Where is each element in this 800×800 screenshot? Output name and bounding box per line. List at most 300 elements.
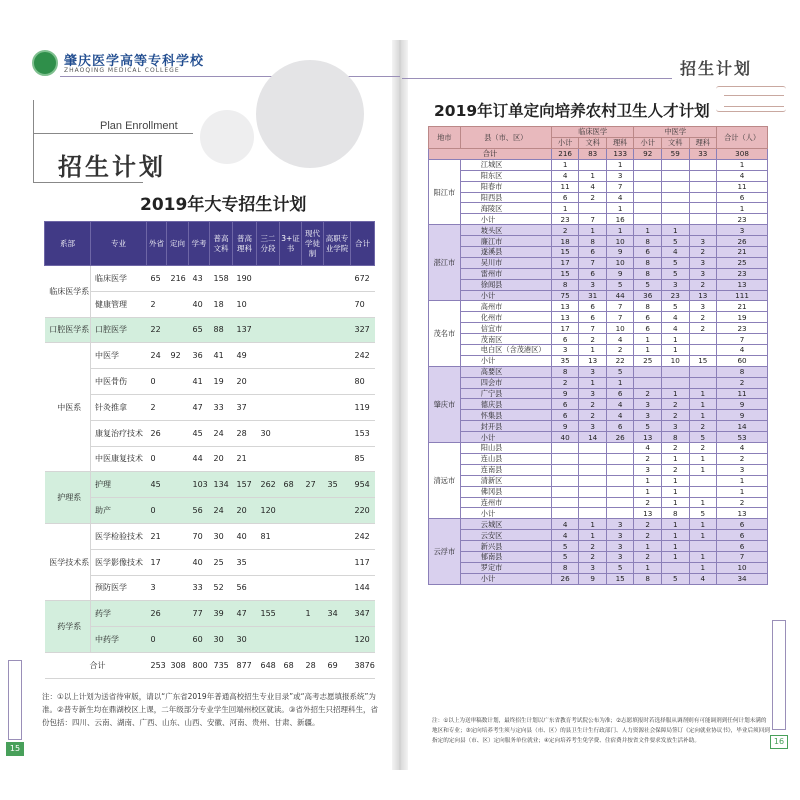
county-cell: 坡头区 [460, 225, 551, 236]
value-cell: 2 [689, 323, 717, 334]
table-row [429, 192, 768, 203]
value-cell: 5 [606, 562, 634, 573]
value-cell [634, 181, 662, 192]
table-row [429, 508, 768, 519]
value-cell: 49 [233, 343, 257, 369]
book-gutter [392, 40, 408, 770]
value-cell: 5 [689, 508, 717, 519]
value-cell: 15 [689, 355, 717, 366]
value-cell: 2 [606, 345, 634, 356]
value-cell: 1 [551, 203, 579, 214]
value-cell: 85 [351, 446, 375, 472]
value-cell: 1 [689, 453, 717, 464]
value-cell: 24 [147, 343, 167, 369]
value-cell: 22 [606, 355, 634, 366]
dept-cell: 护理系 [45, 472, 91, 524]
value-cell: 14 [579, 432, 607, 443]
decorative-circle [256, 60, 364, 168]
value-cell: 2 [579, 551, 607, 562]
value-cell: 6 [717, 541, 768, 552]
sum-row [429, 149, 768, 160]
value-cell: 2 [147, 394, 167, 420]
value-cell: 56 [233, 575, 257, 601]
value-cell: 35 [324, 472, 351, 498]
sub-header: 文科 [661, 138, 689, 149]
city-cell: 肇庆市 [429, 366, 461, 442]
value-cell: 3 [634, 399, 662, 410]
value-cell: 39 [210, 601, 233, 627]
table-row [429, 225, 768, 236]
county-cell: 小计 [460, 508, 551, 519]
column-header: 合计（人） [717, 127, 768, 149]
table-row [429, 279, 768, 290]
county-cell: 广宁县 [460, 388, 551, 399]
value-cell [324, 266, 351, 292]
value-cell: 9 [606, 247, 634, 258]
county-cell: 吴川市 [460, 257, 551, 268]
header-row [429, 127, 768, 138]
value-cell: 2 [147, 291, 167, 317]
value-cell: 1 [661, 345, 689, 356]
value-cell: 1 [689, 562, 717, 573]
value-cell: 30 [233, 627, 257, 653]
value-cell: 2 [579, 399, 607, 410]
value-cell [689, 181, 717, 192]
county-cell: 怀集县 [460, 410, 551, 421]
value-cell: 9 [551, 421, 579, 432]
table-row [429, 432, 768, 443]
value-cell [167, 575, 189, 601]
value-cell [302, 523, 324, 549]
value-cell [689, 225, 717, 236]
major-cell: 中医康复技术 [91, 446, 147, 472]
value-cell: 9 [579, 573, 607, 584]
value-cell: 9 [606, 268, 634, 279]
value-cell: 954 [351, 472, 375, 498]
value-cell: 8 [661, 432, 689, 443]
value-cell: 103 [189, 472, 210, 498]
value-cell [579, 508, 607, 519]
value-cell: 5 [689, 432, 717, 443]
major-cell: 药学 [91, 601, 147, 627]
value-cell [280, 343, 302, 369]
value-cell: 2 [551, 377, 579, 388]
page-number-right: 16 [770, 735, 788, 749]
value-cell: 1 [689, 530, 717, 541]
value-cell: 28 [233, 420, 257, 446]
value-cell [606, 486, 634, 497]
county-cell: 佛冈县 [460, 486, 551, 497]
value-cell [167, 394, 189, 420]
value-cell: 327 [351, 317, 375, 343]
value-cell: 20 [233, 369, 257, 395]
header-divider-right [402, 78, 672, 79]
value-cell: 3 [551, 345, 579, 356]
value-cell: 9 [717, 410, 768, 421]
value-cell: 1 [689, 464, 717, 475]
value-cell: 1 [606, 159, 634, 170]
total-cell: 648 [257, 652, 280, 678]
value-cell [280, 394, 302, 420]
sum-label: 合计 [429, 149, 552, 160]
value-cell: 119 [351, 394, 375, 420]
value-cell: 6 [579, 247, 607, 258]
value-cell [606, 497, 634, 508]
value-cell: 23 [551, 214, 579, 225]
value-cell: 3 [579, 562, 607, 573]
value-cell: 19 [717, 312, 768, 323]
value-cell: 10 [233, 291, 257, 317]
value-cell [280, 498, 302, 524]
column-header: 外省 [147, 222, 167, 266]
value-cell [324, 549, 351, 575]
value-cell [280, 291, 302, 317]
value-cell: 24 [210, 420, 233, 446]
value-cell [302, 549, 324, 575]
value-cell [634, 203, 662, 214]
value-cell: 5 [551, 551, 579, 562]
value-cell: 3 [606, 541, 634, 552]
value-cell [579, 464, 607, 475]
major-cell: 临床医学 [91, 266, 147, 292]
value-cell [257, 549, 280, 575]
value-cell: 13 [634, 508, 662, 519]
value-cell: 60 [717, 355, 768, 366]
table-row [429, 345, 768, 356]
column-header: 普高文科 [210, 222, 233, 266]
value-cell: 22 [147, 317, 167, 343]
value-cell: 6 [717, 192, 768, 203]
major-cell: 口腔医学 [91, 317, 147, 343]
county-cell: 郁南县 [460, 551, 551, 562]
value-cell [167, 523, 189, 549]
value-cell: 2 [634, 551, 662, 562]
sum-cell: 216 [551, 149, 579, 160]
value-cell: 8 [579, 236, 607, 247]
table-row [429, 410, 768, 421]
value-cell: 5 [634, 421, 662, 432]
value-cell: 36 [189, 343, 210, 369]
value-cell: 1 [717, 486, 768, 497]
column-header: 定向 [167, 222, 189, 266]
value-cell: 34 [717, 573, 768, 584]
value-cell: 6 [606, 421, 634, 432]
value-cell: 13 [579, 355, 607, 366]
county-cell: 罗定市 [460, 562, 551, 573]
value-cell: 155 [257, 601, 280, 627]
value-cell: 5 [634, 279, 662, 290]
major-cell: 医学影像技术 [91, 549, 147, 575]
value-cell [689, 366, 717, 377]
value-cell: 23 [717, 323, 768, 334]
value-cell: 2 [579, 334, 607, 345]
school-logo-icon [32, 50, 58, 76]
value-cell: 65 [189, 317, 210, 343]
value-cell: 16 [606, 214, 634, 225]
county-cell: 四会市 [460, 377, 551, 388]
value-cell: 144 [351, 575, 375, 601]
value-cell [551, 464, 579, 475]
value-cell: 4 [579, 181, 607, 192]
table-row [429, 236, 768, 247]
value-cell: 33 [189, 575, 210, 601]
value-cell: 47 [233, 601, 257, 627]
value-cell: 134 [210, 472, 233, 498]
value-cell: 23 [717, 268, 768, 279]
value-cell: 1 [661, 519, 689, 530]
value-cell: 15 [551, 247, 579, 258]
value-cell: 13 [634, 432, 662, 443]
county-cell: 阳西县 [460, 192, 551, 203]
county-cell: 雷州市 [460, 268, 551, 279]
value-cell: 3 [579, 366, 607, 377]
dept-cell: 口腔医学系 [45, 317, 91, 343]
value-cell: 3 [717, 464, 768, 475]
value-cell [689, 159, 717, 170]
value-cell [257, 343, 280, 369]
county-cell: 阳春市 [460, 181, 551, 192]
value-cell [324, 627, 351, 653]
column-header: 普高理科 [233, 222, 257, 266]
value-cell: 30 [257, 420, 280, 446]
value-cell: 1 [634, 475, 662, 486]
table-row [429, 530, 768, 541]
value-cell [661, 159, 689, 170]
value-cell: 11 [551, 181, 579, 192]
value-cell: 18 [551, 236, 579, 247]
value-cell [302, 369, 324, 395]
value-cell: 6 [717, 519, 768, 530]
table-row [429, 497, 768, 508]
value-cell: 4 [661, 323, 689, 334]
table-row [429, 475, 768, 486]
sum-cell: 133 [606, 149, 634, 160]
value-cell: 5 [661, 573, 689, 584]
value-cell: 157 [233, 472, 257, 498]
school-name-en: ZHAOQING MEDICAL COLLEGE [64, 67, 180, 74]
value-cell: 10 [606, 236, 634, 247]
value-cell: 17 [551, 323, 579, 334]
value-cell: 41 [210, 343, 233, 369]
value-cell: 3 [579, 421, 607, 432]
value-cell [551, 497, 579, 508]
county-cell: 茂南区 [460, 334, 551, 345]
value-cell: 2 [551, 225, 579, 236]
column-header: 合计 [351, 222, 375, 266]
value-cell: 6 [551, 399, 579, 410]
column-header: 地市 [429, 127, 461, 149]
value-cell [324, 523, 351, 549]
column-header: 专业 [91, 222, 147, 266]
value-cell: 1 [302, 601, 324, 627]
table-row [429, 486, 768, 497]
value-cell: 158 [210, 266, 233, 292]
total-cell: 68 [280, 652, 302, 678]
value-cell: 2 [689, 421, 717, 432]
value-cell [257, 446, 280, 472]
value-cell [302, 420, 324, 446]
county-cell: 云城区 [460, 519, 551, 530]
table-row [45, 523, 375, 549]
value-cell: 3 [606, 551, 634, 562]
column-header: 系部 [45, 222, 91, 266]
value-cell: 17 [147, 549, 167, 575]
value-cell: 20 [233, 498, 257, 524]
value-cell [167, 627, 189, 653]
value-cell: 13 [717, 508, 768, 519]
major-cell: 中医学 [91, 343, 147, 369]
value-cell: 30 [210, 627, 233, 653]
major-cell: 中医骨伤 [91, 369, 147, 395]
side-strip-right [772, 620, 786, 730]
total-cell: 69 [324, 652, 351, 678]
table-row [429, 453, 768, 464]
value-cell: 2 [689, 312, 717, 323]
value-cell: 3 [634, 464, 662, 475]
sum-cell: 59 [661, 149, 689, 160]
value-cell: 1 [634, 541, 662, 552]
sum-cell: 83 [579, 149, 607, 160]
value-cell: 1 [661, 475, 689, 486]
value-cell [302, 446, 324, 472]
value-cell: 2 [579, 192, 607, 203]
city-cell: 清远市 [429, 443, 461, 519]
value-cell: 5 [661, 236, 689, 247]
sub-header: 小计 [551, 138, 579, 149]
value-cell: 8 [717, 366, 768, 377]
value-cell [634, 366, 662, 377]
value-cell: 44 [606, 290, 634, 301]
value-cell [551, 453, 579, 464]
value-cell: 1 [661, 486, 689, 497]
value-cell [689, 345, 717, 356]
value-cell: 3 [606, 519, 634, 530]
value-cell: 1 [717, 203, 768, 214]
table-row [429, 519, 768, 530]
value-cell: 1 [551, 159, 579, 170]
value-cell [167, 498, 189, 524]
value-cell [302, 266, 324, 292]
county-cell: 遂溪县 [460, 247, 551, 258]
value-cell: 13 [689, 290, 717, 301]
table-row [45, 627, 375, 653]
value-cell [280, 420, 302, 446]
value-cell: 34 [324, 601, 351, 627]
value-cell [257, 627, 280, 653]
value-cell: 8 [634, 301, 662, 312]
value-cell: 25 [717, 257, 768, 268]
value-cell: 6 [551, 410, 579, 421]
value-cell [606, 508, 634, 519]
table-row [45, 575, 375, 601]
city-cell: 茂名市 [429, 301, 461, 366]
value-cell: 40 [233, 523, 257, 549]
value-cell [257, 317, 280, 343]
value-cell: 1 [579, 519, 607, 530]
value-cell: 3 [689, 236, 717, 247]
value-cell [280, 549, 302, 575]
value-cell: 1 [689, 497, 717, 508]
sum-cell: 33 [689, 149, 717, 160]
value-cell [579, 475, 607, 486]
table-row [45, 601, 375, 627]
value-cell [689, 541, 717, 552]
value-cell: 1 [689, 519, 717, 530]
value-cell: 2 [634, 519, 662, 530]
value-cell: 21 [717, 301, 768, 312]
column-header: 学考 [189, 222, 210, 266]
value-cell [606, 453, 634, 464]
value-cell: 4 [717, 170, 768, 181]
value-cell [324, 498, 351, 524]
value-cell: 1 [661, 453, 689, 464]
value-cell: 7 [606, 181, 634, 192]
value-cell [167, 317, 189, 343]
table-row [429, 247, 768, 258]
value-cell: 1 [661, 225, 689, 236]
value-cell [324, 446, 351, 472]
county-cell: 电白区（含茂港区） [460, 345, 551, 356]
section-title-cn: 招生计划 [58, 153, 166, 181]
value-cell [634, 214, 662, 225]
value-cell: 6 [551, 334, 579, 345]
value-cell: 3 [689, 301, 717, 312]
county-cell: 连州市 [460, 497, 551, 508]
dept-cell: 医学技术系 [45, 523, 91, 600]
value-cell [280, 627, 302, 653]
city-cell: 云浮市 [429, 519, 461, 584]
value-cell: 4 [717, 443, 768, 454]
value-cell: 4 [606, 410, 634, 421]
value-cell: 1 [579, 530, 607, 541]
value-cell: 262 [257, 472, 280, 498]
value-cell: 88 [210, 317, 233, 343]
county-cell: 小计 [460, 355, 551, 366]
county-cell: 海陵区 [460, 203, 551, 214]
value-cell: 92 [167, 343, 189, 369]
table-row [429, 421, 768, 432]
table-row [45, 291, 375, 317]
table-row [429, 159, 768, 170]
table-row [45, 420, 375, 446]
value-cell: 3 [689, 268, 717, 279]
city-cell: 湛江市 [429, 225, 461, 301]
value-cell: 37 [233, 394, 257, 420]
value-cell: 2 [634, 530, 662, 541]
value-cell: 13 [717, 279, 768, 290]
county-cell: 德庆县 [460, 399, 551, 410]
value-cell: 7 [717, 334, 768, 345]
value-cell: 68 [280, 472, 302, 498]
value-cell: 21 [233, 446, 257, 472]
value-cell [324, 369, 351, 395]
value-cell: 2 [634, 388, 662, 399]
value-cell: 15 [606, 573, 634, 584]
value-cell [167, 472, 189, 498]
value-cell: 1 [606, 377, 634, 388]
value-cell: 3 [689, 257, 717, 268]
value-cell: 4 [606, 334, 634, 345]
value-cell: 10 [606, 323, 634, 334]
value-cell [634, 377, 662, 388]
table-row [429, 323, 768, 334]
value-cell: 8 [661, 508, 689, 519]
value-cell: 2 [717, 453, 768, 464]
table-row [429, 181, 768, 192]
value-cell [606, 443, 634, 454]
county-cell: 小计 [460, 432, 551, 443]
value-cell [324, 343, 351, 369]
